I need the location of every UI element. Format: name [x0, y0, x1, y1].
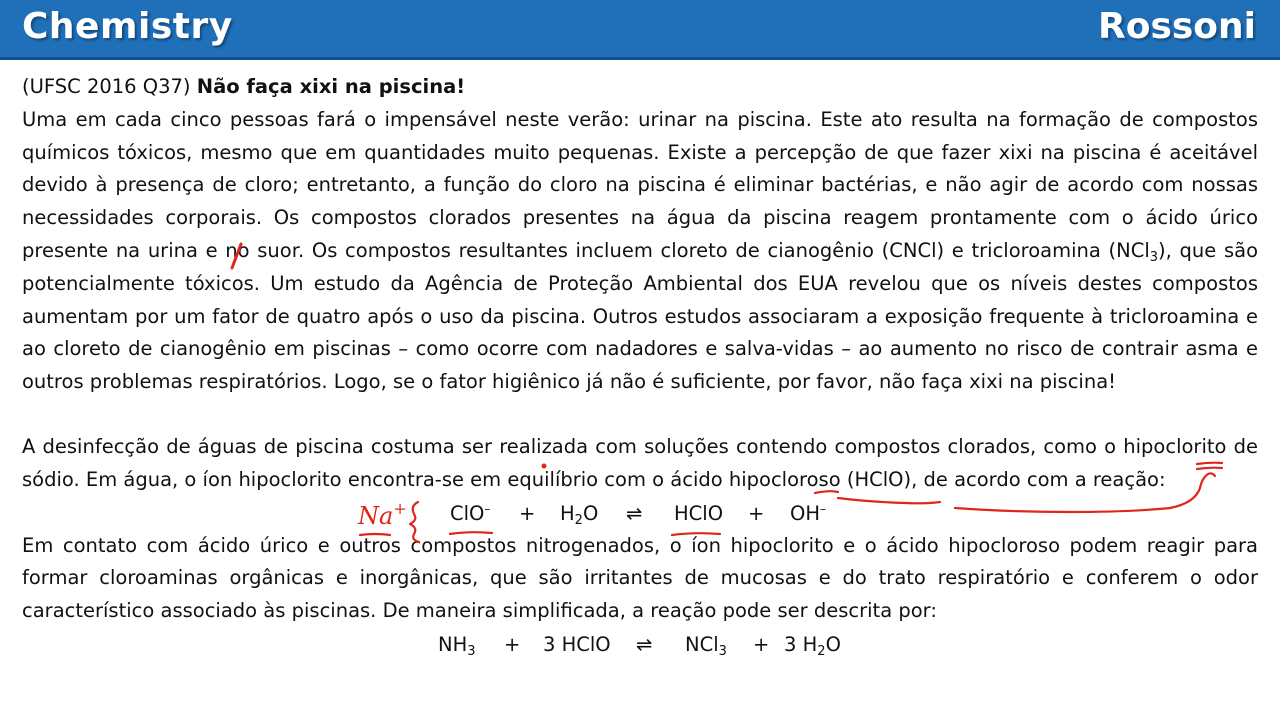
eq2-p1-sub: 3: [718, 643, 727, 659]
eq2-plus-1: +: [504, 632, 521, 656]
eq1-r1-text: ClO: [450, 501, 485, 525]
spacer: [22, 399, 1258, 431]
document-body: [22, 71, 1258, 661]
eq1-p2-charge: –: [820, 501, 827, 516]
eq1-reactant-2: [560, 497, 598, 530]
equation-chloramine: [22, 628, 1258, 661]
eq1-reactant-1: [450, 497, 490, 530]
paragraph-3: Em contato com ácido úrico e outros compostos nitrogenados, o íon hipoclorito e o ácido hipocloroso podem reagir para formar cloroaminas orgânicas e inorgânicas, que são irritantes de mucosas e do trato respiratório e conferem o odor característico associado às piscinas. De maneira simplificada, a reação pode ser descrita por:: [22, 533, 1258, 623]
eq2-p2b: O: [825, 632, 841, 656]
eq1-r2a: H: [560, 501, 575, 525]
question-source: (UFSC 2016 Q37): [22, 75, 191, 98]
eq1-p2-text: OH: [790, 501, 821, 525]
eq1-plus-1: +: [519, 501, 536, 525]
equation-hypochlorite: [22, 497, 1258, 530]
eq1-r2-sub: 2: [574, 512, 583, 528]
eq2-reactant-1: [438, 628, 476, 661]
eq2-arrow: ⇌: [636, 632, 653, 656]
paragraph-2: A desinfecção de águas de piscina costuma ser realizada com soluções contendo compostos clorados, como o hipoclorito de sódio. Em água, o íon hipoclorito encontra-se em equilíbrio com o ácido hipocloroso (HClO), de acordo com a reação:: [22, 434, 1258, 491]
handwritten-na: Na: [358, 502, 394, 530]
eq1-plus-2: +: [748, 501, 765, 525]
eq2-r1a: NH: [438, 632, 468, 656]
paragraph-1: [22, 104, 1258, 399]
handwritten-plus: +: [393, 499, 407, 518]
question-title: Não faça xixi na piscina!: [196, 75, 466, 98]
question-heading: [22, 71, 1258, 104]
header-bar: [0, 0, 1280, 60]
eq2-product-1: [685, 628, 727, 661]
eq1-r2b: O: [582, 501, 599, 525]
eq2-r1-sub: 3: [467, 643, 476, 659]
eq2-p1a: NCl: [685, 632, 719, 656]
eq2-product-2: [784, 628, 841, 661]
eq2-reactant-2: 3 HClO: [543, 632, 611, 656]
paragraph-1-part-2: ), que são potencialmente tóxicos. Um estudo da Agência de Proteção Ambiental dos EUA revelou que os níveis destes compostos aumentam por um fator de quatro após o uso da piscina. Outros estudos associaram a exposição frequente à tricloroamina e ao cloreto de cianogênio em piscinas – como ocorre com nadadores e salva-vidas – ao aumento no risco de contrair asma e outros problemas respiratórios. Logo, se o fator higiênico já não é suficiente, por favor, não faça xixi na piscina!: [22, 238, 1258, 394]
eq2-p2-sub: 2: [817, 643, 826, 659]
author-name: Rossoni: [1097, 6, 1256, 47]
eq2-p2a: 3 H: [784, 632, 818, 656]
eq1-arrow: ⇌: [626, 501, 643, 525]
eq1-r1-charge: –: [484, 501, 491, 516]
handwritten-sodium-ion: [358, 499, 407, 530]
eq1-product-2: [790, 497, 826, 530]
subject-title: Chemistry: [22, 6, 233, 47]
eq1-product-1: HClO: [674, 501, 724, 525]
paragraph-1-subscript: 3: [1149, 249, 1159, 265]
paragraph-1-part-1: Uma em cada cinco pessoas fará o impensável neste verão: urinar na piscina. Este ato resulta na formação de compostos químicos tóxicos, mesmo que em quantidades muito pequenas. Existe a percepção de que fazer xixi na piscina é aceitável devido à presença de cloro; entretanto, a função do cloro na piscina é eliminar bactérias, e não agir de acordo com nossas necessidades corporais. Os compostos clorados presentes na água da piscina reagem prontamente com o ácido úrico presente na urina e no suor. Os compostos resultantes incluem cloreto de cianogênio (CNCl) e tricloroamina (NCl: [22, 107, 1258, 262]
eq2-plus-2: +: [753, 632, 770, 656]
